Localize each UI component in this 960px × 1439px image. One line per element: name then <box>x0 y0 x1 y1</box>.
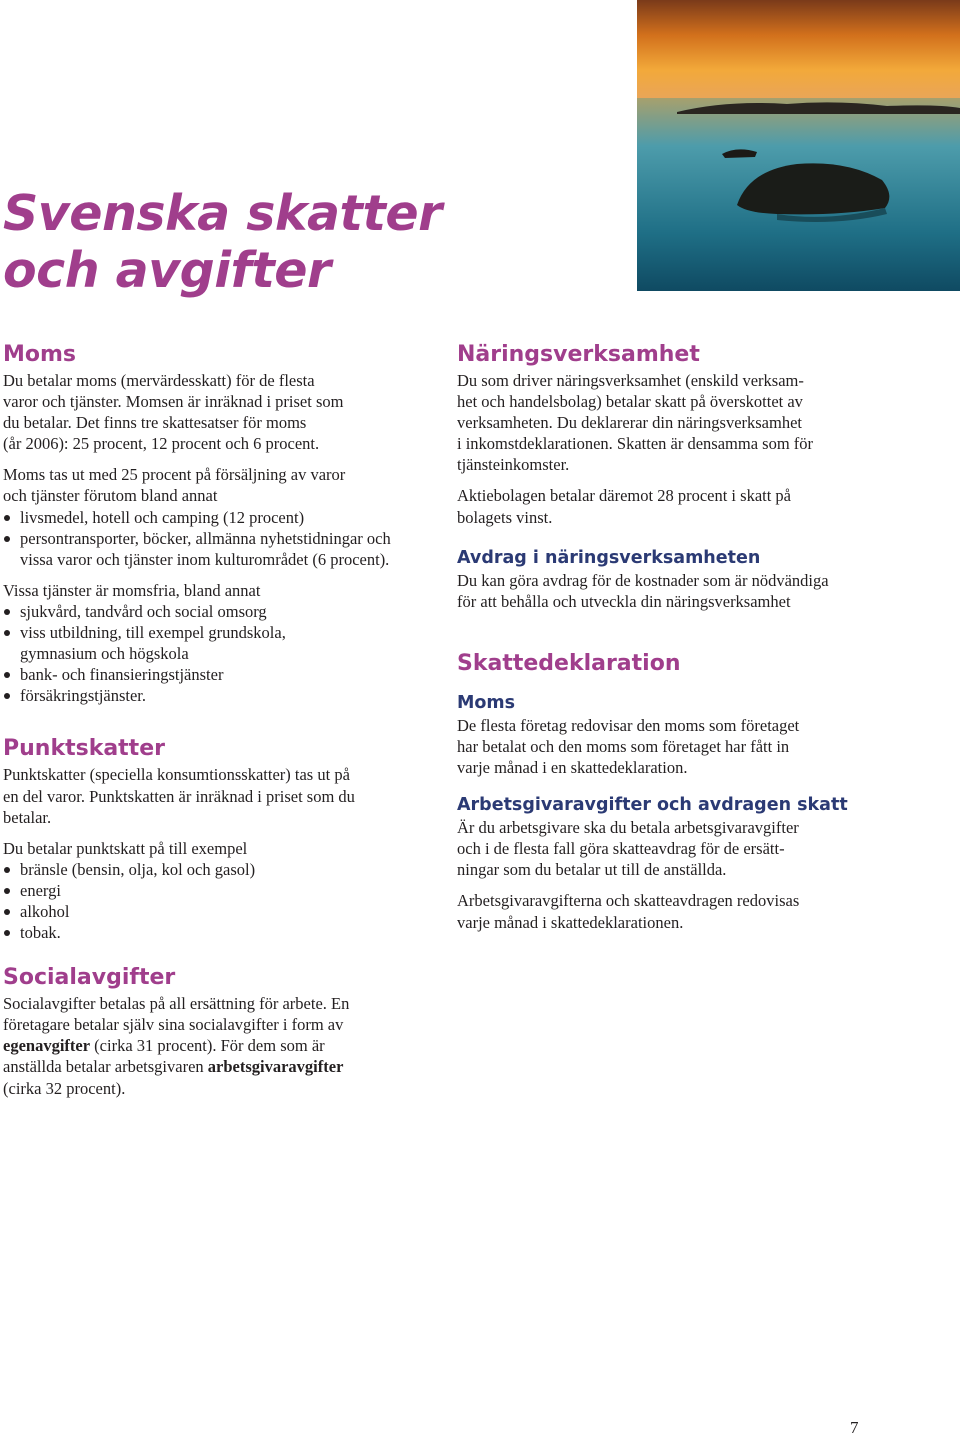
redovisning-line: varje månad i skattedeklarationen. <box>457 912 684 932</box>
naringsverksamhet-heading: Näringsverksamhet <box>457 342 700 367</box>
arbetsgivaravgifter-heading: Arbetsgivaravgifter och avdragen skatt <box>457 795 848 816</box>
arbetsgivaravgifter-term: arbetsgivaravgifter <box>207 1057 344 1077</box>
title-line-2: och avgifter <box>3 242 331 299</box>
list-item: viss utbildning, till exempel grundskola, gymnasium och högskola <box>3 622 330 664</box>
left-column <box>3 340 423 1099</box>
naringsverksamhet-text <box>457 370 877 475</box>
social-line: företagare betalar själv sina socialavgifter i form av <box>3 1015 344 1035</box>
redovisning-line: Arbetsgivaravgifterna och skatteavdragen redovisas <box>457 891 800 911</box>
egenavgifter-term: egenavgifter <box>3 1036 91 1056</box>
naring-line: verksamheten. Du deklarerar din näringsverksamhet <box>457 413 802 433</box>
arbetsgivar-line: och i de flesta fall göra skatteavdrag för de ersätt- <box>457 839 785 859</box>
list-item: bränsle (bensin, olja, kol och gasol) <box>3 859 423 880</box>
skattedek-moms-line: har betalat och den moms som företaget har fått in <box>457 736 790 756</box>
punktskatter-intro <box>3 764 423 827</box>
skattedek-moms-line: De flesta företag redovisar den moms som företaget <box>457 715 800 735</box>
avdrag-heading: Avdrag i näringsverksamheten <box>457 547 761 568</box>
moms-intro-line: (år 2006): 25 procent, 12 procent och 6 procent. <box>3 434 320 454</box>
avdrag-line: Du kan göra avdrag för de kostnader som är nödvändiga <box>457 570 829 590</box>
punktskatter-line: betalar. <box>3 807 52 827</box>
arbetsgivaravgifter-text <box>457 817 877 880</box>
punktskatter-list <box>3 859 423 943</box>
list-item: bank- och finansieringstjänster <box>3 664 423 685</box>
punktskatter-heading: Punktskatter <box>3 736 165 762</box>
moms-rates-text <box>3 464 423 506</box>
moms-intro-line: Du betalar moms (mervärdesskatt) för de flesta <box>3 371 315 390</box>
title-line-1: Svenska skatter <box>3 185 442 242</box>
right-column <box>457 340 877 933</box>
aktiebolag-line: bolagets vinst. <box>457 507 553 527</box>
skattedeklaration-moms-text <box>457 715 877 778</box>
social-line: anställda betalar arbetsgivaren <box>3 1057 208 1077</box>
moms-intro <box>3 370 423 454</box>
naring-line: het och handelsbolag) betalar skatt på överskottet av <box>457 392 803 412</box>
aktiebolag-text <box>457 485 877 527</box>
skattedeklaration-heading: Skattedeklaration <box>457 650 681 676</box>
sunset-sea-photo <box>637 0 960 291</box>
arbetsgivar-line: Är du arbetsgivare ska du betala arbetsgivaravgifter <box>457 818 799 838</box>
moms-rates-line: Moms tas ut med 25 procent på försäljning av varor <box>3 465 346 485</box>
punktskatter-line: Punktskatter (speciella konsumtionsskatter) tas ut på <box>3 765 350 785</box>
list-item: persontransporter, böcker, allmänna nyhetstidningar och vissa varor och tjänster inom kulturområdet (6 procent). <box>3 528 423 570</box>
moms-rates-line: och tjänster förutom bland annat <box>3 486 218 506</box>
page-title <box>3 185 442 299</box>
naring-line: i inkomstdeklarationen. Skatten är densamma som för <box>457 434 814 454</box>
list-item: tobak. <box>3 922 423 943</box>
skattedeklaration-moms-heading: Moms <box>457 692 516 713</box>
redovisning-text <box>457 890 877 932</box>
list-item: energi <box>3 880 423 901</box>
exempt-list <box>3 601 423 706</box>
moms-intro-line: du betalar. Det finns tre skattesatser för moms <box>3 413 307 433</box>
punktskatter-examples-intro: Du betalar punktskatt på till exempel <box>3 838 248 858</box>
page-number: 7 <box>850 1418 859 1437</box>
list-item: sjukvård, tandvård och social omsorg <box>3 601 423 622</box>
exempt-intro: Vissa tjänster är momsfria, bland annat <box>3 580 261 600</box>
list-item: försäkringstjänster. <box>3 685 423 706</box>
socialavgifter-heading: Socialavgifter <box>3 965 176 991</box>
skattedek-moms-line: varje månad i en skattedeklaration. <box>457 758 688 778</box>
arbetsgivar-line: ningar som du betalar ut till de anställda. <box>457 860 727 880</box>
social-line: (cirka 32 procent). <box>3 1078 126 1098</box>
list-item: livsmedel, hotell och camping (12 procent) <box>3 507 423 528</box>
moms-heading: Moms <box>3 342 77 367</box>
naring-line: Du som driver näringsverksamhet (enskild verksam- <box>457 371 804 390</box>
avdrag-text <box>457 570 877 612</box>
aktiebolag-line: Aktiebolagen betalar däremot 28 procent i skatt på <box>457 486 792 506</box>
social-line: (cirka 31 procent). För dem som är <box>90 1036 325 1056</box>
avdrag-line: för att behålla och utveckla din näringsverksamhet <box>457 591 791 611</box>
reduced-rate-list <box>3 507 423 570</box>
socialavgifter-text <box>3 993 423 1098</box>
social-line: Socialavgifter betalas på all ersättning för arbete. En <box>3 994 350 1014</box>
list-item: alkohol <box>3 901 423 922</box>
punktskatter-line: en del varor. Punktskatten är inräknad i priset som du <box>3 786 355 806</box>
moms-intro-line: varor och tjänster. Momsen är inräknad i priset som <box>3 392 344 412</box>
naring-line: tjänsteinkomster. <box>457 455 570 475</box>
